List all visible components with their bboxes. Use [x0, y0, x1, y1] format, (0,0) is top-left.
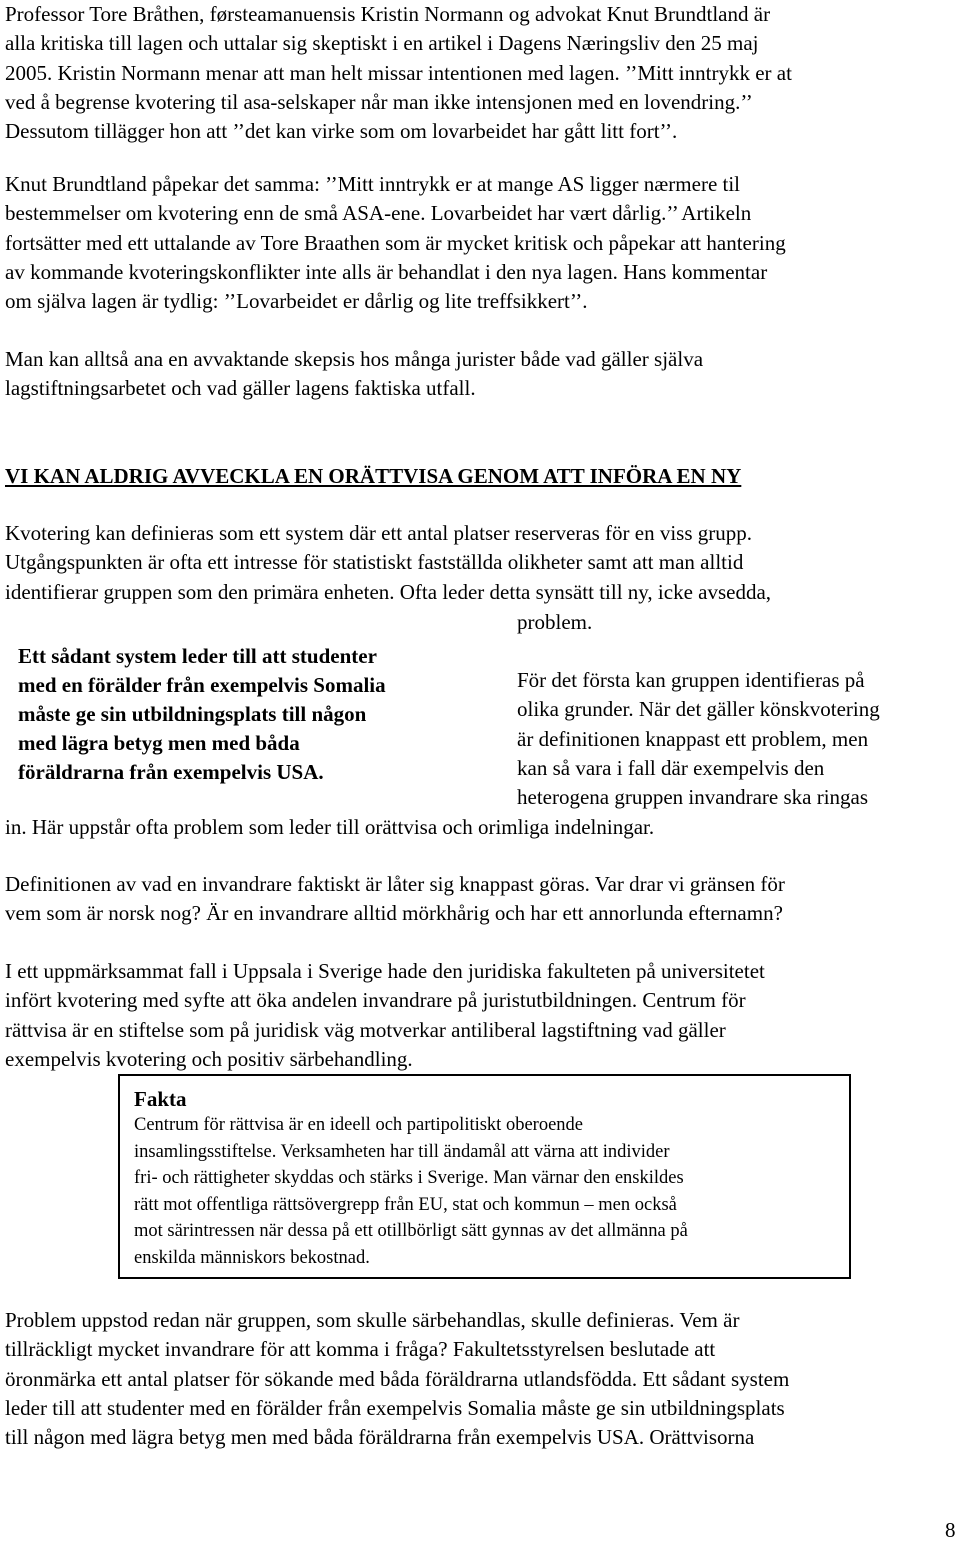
paragraph-6	[5, 957, 765, 1074]
fakta-line: mot särintressen när dessa på ett otillbörligt sätt gynnas av det allmänna på	[134, 1221, 688, 1242]
text-line: Kvotering kan definieras som ett system där ett antal platser reserveras för en viss grupp.	[5, 521, 753, 545]
text-line: fortsätter med ett uttalande av Tore Braathen som är mycket kritisk och påpekar att hantering	[5, 230, 786, 255]
text-line: in. Här uppstår ofta problem som leder till orättvisa och orimliga indelningar.	[5, 815, 655, 839]
fakta-line: fri- och rättigheter skyddas och stärks i Sverige. Man värnar den enskildes	[134, 1168, 684, 1189]
text-line: problem.	[517, 610, 593, 634]
pull-quote-line: måste ge sin utbildningsplats till någon	[18, 702, 367, 726]
text-line: lagstiftningsarbetet och vad gäller lagens faktiska utfall.	[5, 376, 476, 401]
pull-quote-line: föräldrarna från exempelvis USA.	[18, 760, 324, 784]
text-line: infört kvotering med syfte att öka andelen invandrare på juristutbildningen. Centrum för	[5, 988, 746, 1013]
pull-quote	[18, 642, 386, 787]
pull-quote-line: med en förälder från exempelvis Somalia	[18, 673, 386, 697]
text-line: ved å begrense kvotering til asa-selskaper når man ikke intensjonen med en lovendring.’’	[5, 89, 753, 114]
text-line: Man kan alltså ana en avvaktande skepsis hos många jurister både vad gäller själva	[5, 347, 704, 371]
paragraph-5	[5, 870, 785, 929]
text-line: till någon med lägra betyg men med båda föräldrarna från exempelvis USA. Orättvisorna	[5, 1425, 755, 1450]
text-line: av kommande kvoteringskonflikter inte alls är behandlat i den nya lagen. Hans kommentar	[5, 259, 768, 284]
paragraph-2	[5, 170, 786, 316]
fakta-line: enskilda människors bekostnad.	[134, 1247, 370, 1268]
fakta-line: rätt mot offentliga rättsövergrepp från EU, stat och kommun – men också	[134, 1194, 677, 1215]
page-number: 8	[945, 1518, 956, 1542]
text-line: Problem uppstod redan när gruppen, som skulle särbehandlas, skulle definieras. Vem är	[5, 1308, 740, 1332]
paragraph-1	[5, 0, 792, 146]
text-line: Professor Tore Bråthen, førsteamanuensis Kristin Normann og advokat Knut Brundtland är	[5, 2, 771, 26]
text-line: Definitionen av vad en invandrare faktiskt är låter sig knappast göras. Var drar vi gränsen för	[5, 872, 785, 896]
text-line: Knut Brundtland påpekar det samma: ’’Mitt inntrykk er at mange AS ligger nærmere til	[5, 172, 741, 196]
fakta-line: Centrum för rättvisa är en ideell och partipolitiskt oberoende	[134, 1115, 583, 1135]
text-line: rättvisa är en stiftelse som på juridisk väg motverkar antiliberal lagstiftning vad gäller	[5, 1017, 726, 1042]
text-line: vem som är norsk nog? Är en invandrare alltid mörkhårig och har ett annorlunda efternamn?	[5, 901, 783, 926]
fakta-line: insamlingsstiftelse. Verksamheten har till ändamål att värna att individer	[134, 1141, 670, 1162]
text-line: olika grunder. När det gäller könskvotering	[517, 697, 880, 722]
text-line: identifierar gruppen som den primära enheten. Ofta leder detta synsätt till ny, icke avsedda,	[5, 579, 772, 604]
section-heading: VI KAN ALDRIG AVVECKLA EN ORÄTTVISA GENOM ATT INFÖRA EN NY	[5, 464, 742, 488]
fakta-title: Fakta	[134, 1087, 187, 1111]
text-line: öronmärka ett antal platser för sökande med båda föräldrarna utlandsfödda. Ett sådant system	[5, 1366, 790, 1391]
paragraph-4	[5, 519, 771, 607]
text-line: kan så vara i fall där exempelvis den	[517, 755, 825, 780]
text-line: bestemmelser om kvotering enn de små ASA-ene. Lovarbeidet har vært dårlig.’’ Artikeln	[5, 201, 752, 226]
paragraph-7	[5, 1306, 789, 1452]
side-column-text	[517, 666, 880, 812]
paragraph-3	[5, 345, 703, 404]
text-line: exempelvis kvotering och positiv särbehandling.	[5, 1046, 413, 1071]
text-line: Dessutom tillägger hon att ’’det kan virke som om lovarbeidet har gått litt fort’’.	[5, 119, 678, 144]
text-line: är definitionen knappast ett problem, men	[517, 726, 869, 751]
text-line: alla kritiska till lagen och uttalar sig skeptiskt i en artikel i Dagens Næringsliv den 25 maj	[5, 31, 759, 56]
pull-quote-line: med lägra betyg men med båda	[18, 731, 300, 755]
pull-quote-line: Ett sådant system leder till att studenter	[18, 644, 377, 668]
text-line: 2005. Kristin Normann menar att man helt missar intentionen med lagen. ’’Mitt inntrykk er at	[5, 60, 792, 85]
text-line: I ett uppmärksammat fall i Uppsala i Sverige hade den juridiska fakulteten på universitetet	[5, 959, 765, 983]
text-line: leder till att studenter med en förälder från exempelvis Somalia måste ge sin utbildningsplats	[5, 1395, 785, 1420]
text-line: Utgångspunkten är ofta ett intresse för statistiskt fastställda olikheter samt att man alltid	[5, 550, 744, 575]
fakta-box	[118, 1074, 851, 1279]
text-line: heterogena gruppen invandrare ska ringas	[517, 785, 869, 810]
text-line: För det första kan gruppen identifieras på	[517, 668, 865, 692]
text-line: om själva lagen är tydlig: ’’Lovarbeidet er dårlig og lite treffsikkert’’.	[5, 289, 588, 314]
text-line: tillräckligt mycket invandrare för att komma i fråga? Fakultetsstyrelsen beslutade att	[5, 1337, 716, 1362]
